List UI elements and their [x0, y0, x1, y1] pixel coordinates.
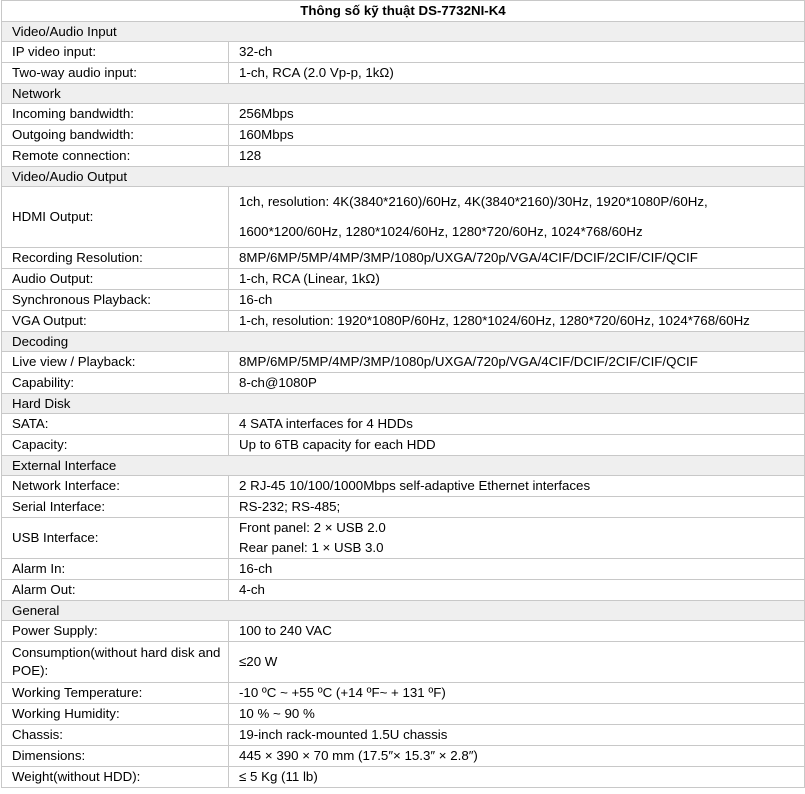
spec-label: Capability: — [2, 373, 229, 394]
spec-label: Audio Output: — [2, 269, 229, 290]
spec-value-line: 1-ch, resolution: 1920*1080P/60Hz, 1280*1024/60Hz, 1280*720/60Hz, 1024*768/60Hz — [239, 313, 750, 328]
spec-row — [2, 476, 805, 497]
spec-row — [2, 621, 805, 642]
spec-label: Serial Interface: — [2, 497, 229, 518]
spec-row — [2, 559, 805, 580]
spec-row — [2, 580, 805, 601]
spec-value — [229, 290, 805, 311]
spec-value-line: 4 SATA interfaces for 4 HDDs — [239, 416, 413, 431]
spec-body — [2, 22, 805, 788]
spec-label: USB Interface: — [2, 518, 229, 559]
spec-value-line: 100 to 240 VAC — [239, 623, 332, 638]
spec-table — [1, 0, 805, 788]
spec-row — [2, 146, 805, 167]
spec-value — [229, 683, 805, 704]
spec-label: Dimensions: — [2, 746, 229, 767]
spec-value-line: 445 × 390 × 70 mm (17.5″× 15.3″ × 2.8″) — [239, 748, 478, 763]
spec-value — [229, 311, 805, 332]
section-header: Video/Audio Output — [2, 167, 805, 187]
spec-value-line: 128 — [239, 148, 262, 163]
spec-value-line: Rear panel: 1 × USB 3.0 — [239, 540, 384, 555]
spec-row — [2, 767, 805, 788]
spec-label: VGA Output: — [2, 311, 229, 332]
spec-row — [2, 187, 805, 248]
section-header: Video/Audio Input — [2, 22, 805, 42]
spec-label: IP video input: — [2, 42, 229, 63]
section-header: Network — [2, 84, 805, 104]
spec-label: Synchronous Playback: — [2, 290, 229, 311]
spec-value-line: 256Mbps — [239, 106, 294, 121]
spec-value-line: 4-ch — [239, 582, 265, 597]
spec-row — [2, 269, 805, 290]
spec-value-line: 16-ch — [239, 561, 273, 576]
spec-value — [229, 497, 805, 518]
spec-value-line: 1-ch, RCA (Linear, 1kΩ) — [239, 271, 380, 286]
section-header: External Interface — [2, 456, 805, 476]
spec-label: Network Interface: — [2, 476, 229, 497]
spec-label: Recording Resolution: — [2, 248, 229, 269]
spec-value — [229, 476, 805, 497]
spec-value — [229, 414, 805, 435]
spec-row — [2, 518, 805, 559]
spec-label: Working Humidity: — [2, 704, 229, 725]
spec-row — [2, 42, 805, 63]
spec-row — [2, 373, 805, 394]
spec-row — [2, 497, 805, 518]
spec-value — [229, 704, 805, 725]
spec-value-line: 1600*1200/60Hz, 1280*1024/60Hz, 1280*720/60Hz, 1024*768/60Hz — [239, 224, 643, 239]
section-header-row — [2, 167, 805, 187]
spec-value — [229, 269, 805, 290]
spec-row — [2, 704, 805, 725]
spec-label: Alarm In: — [2, 559, 229, 580]
spec-label: Consumption(without hard disk and POE): — [2, 642, 229, 683]
spec-value — [229, 767, 805, 788]
spec-label: Live view / Playback: — [2, 352, 229, 373]
spec-value — [229, 435, 805, 456]
section-header-row — [2, 84, 805, 104]
spec-label: SATA: — [2, 414, 229, 435]
section-header-row — [2, 456, 805, 476]
spec-label: Weight(without HDD): — [2, 767, 229, 788]
spec-value-line: Up to 6TB capacity for each HDD — [239, 437, 436, 452]
spec-value-line: 2 RJ-45 10/100/1000Mbps self-adaptive Ethernet interfaces — [239, 478, 591, 493]
spec-label: Chassis: — [2, 725, 229, 746]
spec-row — [2, 125, 805, 146]
spec-row — [2, 683, 805, 704]
spec-row — [2, 104, 805, 125]
spec-row — [2, 725, 805, 746]
section-header: General — [2, 601, 805, 621]
spec-row — [2, 248, 805, 269]
spec-label: Two-way audio input: — [2, 63, 229, 84]
spec-value — [229, 125, 805, 146]
spec-value-line: ≤ 5 Kg (11 lb) — [239, 769, 318, 784]
spec-value — [229, 63, 805, 84]
spec-value — [229, 42, 805, 63]
spec-value-line: 8MP/6MP/5MP/4MP/3MP/1080p/UXGA/720p/VGA/4CIF/DCIF/2CIF/CIF/QCIF — [239, 250, 698, 265]
spec-value — [229, 248, 805, 269]
spec-value — [229, 621, 805, 642]
spec-value — [229, 104, 805, 125]
spec-value — [229, 187, 805, 248]
spec-row — [2, 63, 805, 84]
spec-row — [2, 311, 805, 332]
spec-row — [2, 642, 805, 683]
spec-value-line: 16-ch — [239, 292, 273, 307]
spec-value-line: 8-ch@1080P — [239, 375, 317, 390]
section-header-row — [2, 394, 805, 414]
spec-value — [229, 642, 805, 683]
spec-label: Outgoing bandwidth: — [2, 125, 229, 146]
spec-label: HDMI Output: — [2, 187, 229, 248]
spec-value-line: 32-ch — [239, 44, 273, 59]
spec-label: Power Supply: — [2, 621, 229, 642]
spec-value-line: -10 ºC ~ +55 ºC (+14 ºF~ + 131 ºF) — [239, 685, 446, 700]
spec-label: Incoming bandwidth: — [2, 104, 229, 125]
spec-row — [2, 290, 805, 311]
spec-value — [229, 746, 805, 767]
spec-label: Alarm Out: — [2, 580, 229, 601]
table-title: Thông số kỹ thuật DS-7732NI-K4 — [2, 1, 805, 22]
spec-value-line: 160Mbps — [239, 127, 294, 142]
spec-value-line: 1ch, resolution: 4K(3840*2160)/60Hz, 4K(3840*2160)/30Hz, 1920*1080P/60Hz, — [239, 194, 708, 209]
spec-label: Working Temperature: — [2, 683, 229, 704]
spec-value-line: 10 % ~ 90 % — [239, 706, 315, 721]
spec-value — [229, 580, 805, 601]
spec-value-line: Front panel: 2 × USB 2.0 — [239, 520, 386, 535]
spec-row — [2, 746, 805, 767]
spec-value-line: 8MP/6MP/5MP/4MP/3MP/1080p/UXGA/720p/VGA/4CIF/DCIF/2CIF/CIF/QCIF — [239, 354, 698, 369]
spec-label: Remote connection: — [2, 146, 229, 167]
section-header: Decoding — [2, 332, 805, 352]
section-header-row — [2, 332, 805, 352]
spec-row — [2, 414, 805, 435]
spec-value-line: 1-ch, RCA (2.0 Vp-p, 1kΩ) — [239, 65, 394, 80]
spec-row — [2, 435, 805, 456]
section-header-row — [2, 601, 805, 621]
spec-row — [2, 352, 805, 373]
spec-value — [229, 725, 805, 746]
spec-value — [229, 518, 805, 559]
spec-value — [229, 352, 805, 373]
spec-value — [229, 559, 805, 580]
section-header: Hard Disk — [2, 394, 805, 414]
spec-value-line: 19-inch rack-mounted 1.5U chassis — [239, 727, 448, 742]
spec-value — [229, 373, 805, 394]
title-row — [2, 1, 805, 22]
spec-value — [229, 146, 805, 167]
spec-value-line: ≤20 W — [239, 654, 278, 669]
spec-value-line: RS-232; RS-485; — [239, 499, 341, 514]
section-header-row — [2, 22, 805, 42]
spec-label: Capacity: — [2, 435, 229, 456]
